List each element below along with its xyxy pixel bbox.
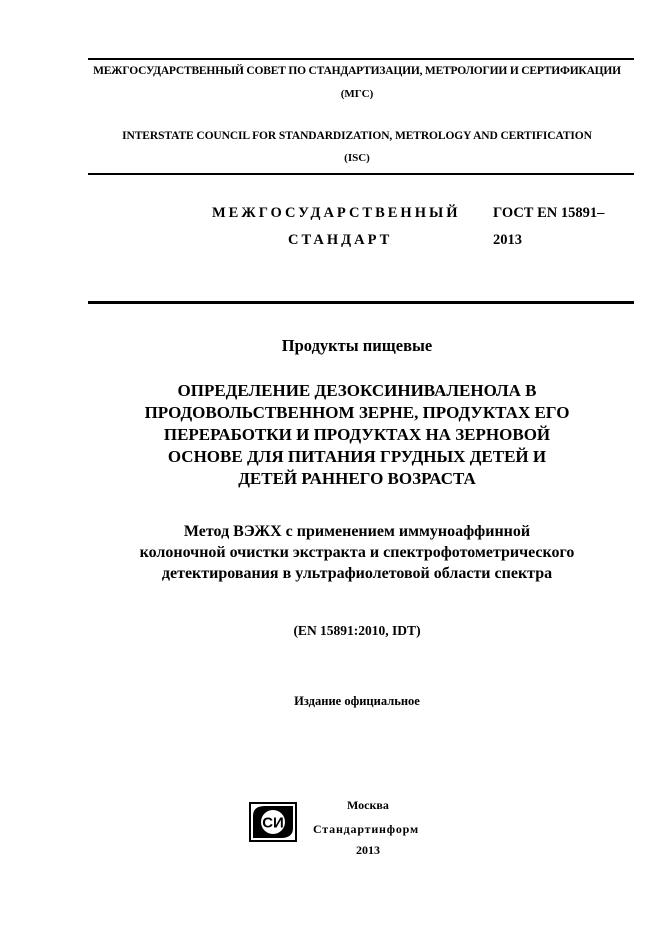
method-line: детектирования в ультрафиолетовой области спектра: [161, 565, 553, 582]
main-title-line: ОСНОВЕ ДЛЯ ПИТАНИЯ ГРУДНЫХ ДЕТЕЙ И: [167, 447, 547, 466]
publisher-name: Стандартинформ: [313, 822, 419, 836]
publication-year: 2013: [356, 843, 380, 857]
top-rule: [88, 58, 634, 60]
standard-number-line1: ГОСТ EN 15891–: [493, 205, 605, 221]
main-title-line: ПЕРЕРАБОТКИ И ПРОДУКТАХ НА ЗЕРНОВОЙ: [163, 425, 551, 444]
title-divider: [88, 301, 634, 304]
edition-label: Издание официальное: [294, 694, 420, 708]
council-abbr-ru: (МГС): [340, 88, 374, 100]
council-name-ru: МЕЖГОСУДАРСТВЕННЫЙ СОВЕТ ПО СТАНДАРТИЗАЦИИ, МЕТРОЛОГИИ И СЕРТИФИКАЦИИ: [93, 65, 621, 77]
main-title-line: ДЕТЕЙ РАННЕГО ВОЗРАСТА: [238, 469, 476, 488]
publisher-city: Москва: [347, 798, 389, 812]
header-divider: [88, 173, 634, 175]
method-line: колоночной очистки экстракта и спектрофотометрического: [139, 544, 575, 561]
method-line: Метод ВЭЖХ с применением иммуноаффинной: [183, 523, 531, 540]
main-title: [80, 380, 634, 490]
standard-type-line1: МЕЖГОСУДАРСТВЕННЫЙ: [212, 205, 461, 221]
en-reference: (EN 15891:2010, IDT): [293, 623, 421, 638]
council-name-en: INTERSTATE COUNCIL FOR STANDARDIZATION, METROLOGY AND CERTIFICATION: [122, 130, 592, 142]
products-heading: Продукты пищевые: [281, 336, 433, 355]
method-subtitle: [70, 521, 644, 584]
main-title-line: ОПРЕДЕЛЕНИЕ ДЕЗОКСИНИВАЛЕНОЛА В: [177, 381, 537, 400]
standard-type-line2: СТАНДАРТ: [288, 232, 393, 248]
standartinform-logo-icon: [249, 802, 297, 842]
main-title-line: ПРОДОВОЛЬСТВЕННОМ ЗЕРНЕ, ПРОДУКТАХ ЕГО: [144, 403, 570, 422]
standard-number-line2: 2013: [493, 232, 522, 248]
logo-label: СИ: [262, 814, 284, 832]
council-abbr-en: (ISC): [344, 152, 370, 164]
